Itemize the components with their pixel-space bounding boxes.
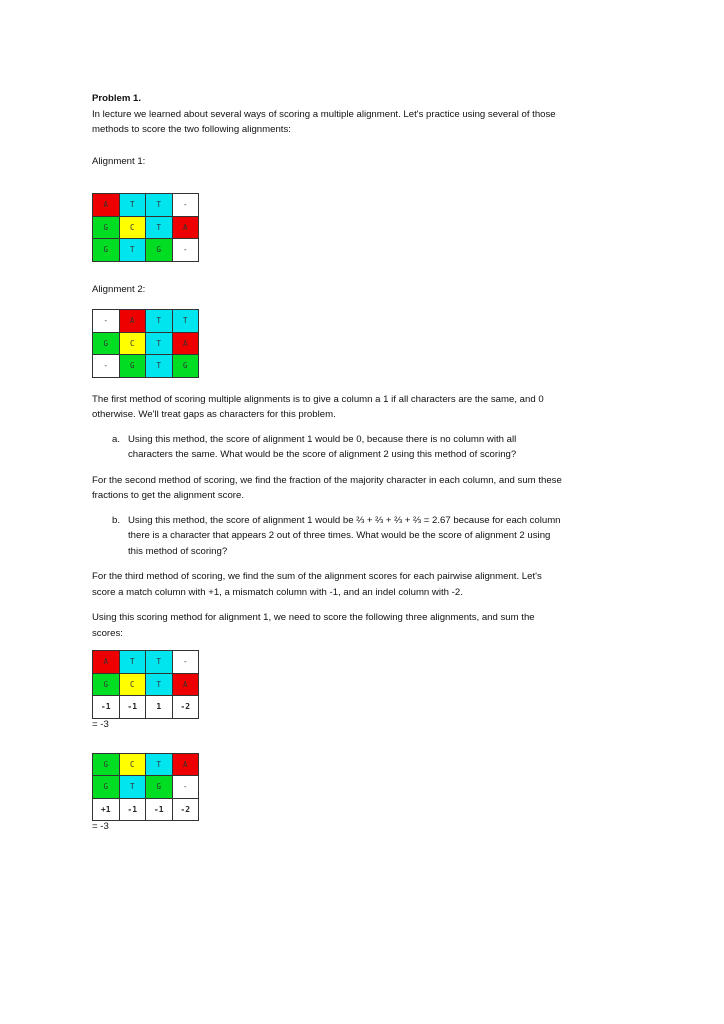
nucleotide-cell: -	[93, 355, 120, 378]
alignment2-label: Alignment 2:	[92, 283, 146, 295]
intro-paragraph: In lecture we learned about several ways of scoring a multiple alignment. Let's practice using several of those methods to score the two following alignments:	[92, 108, 556, 135]
pairwise-alignment-1-total: = -3	[92, 718, 109, 730]
nucleotide-cell: G	[146, 776, 173, 799]
column-score-cell: -1	[146, 798, 173, 821]
question-b-marker: b.	[111, 514, 120, 526]
nucleotide-cell: T	[146, 651, 173, 674]
method2-paragraph: For the second method of scoring, we find the fraction of the majority character in each column, and sum these fractions to get the alignment score.	[92, 474, 562, 501]
pairwise-alignment-2-table	[92, 753, 199, 822]
nucleotide-cell: C	[119, 673, 146, 696]
nucleotide-cell: G	[93, 776, 120, 799]
question-a	[92, 432, 562, 463]
nucleotide-cell: A	[93, 651, 120, 674]
nucleotide-cell: A	[172, 673, 199, 696]
nucleotide-cell: T	[172, 310, 199, 333]
nucleotide-cell: G	[93, 673, 120, 696]
question-b	[92, 513, 562, 560]
nucleotide-cell: -	[172, 194, 199, 217]
nucleotide-cell: T	[119, 194, 146, 217]
method3-paragraph: For the third method of scoring, we find the sum of the alignment scores for each pairwise alignment. Let's score a match column with +1, a mismatch column with -1, and an indel column with -2.	[92, 571, 542, 598]
nucleotide-cell: A	[119, 310, 146, 333]
nucleotide-cell: -	[93, 310, 120, 333]
nucleotide-cell: T	[146, 753, 173, 776]
alignment-row	[93, 216, 199, 239]
alignment-row	[93, 673, 199, 696]
question-b-text: Using this method, the score of alignment 1 would be ⅔ + ⅔ + ⅔ + ⅔ = 2.67 because for each column there is a character that appears 2 out of three times. What would be the score of alignment 2 using this method of scoring?	[128, 514, 561, 557]
nucleotide-cell: T	[119, 776, 146, 799]
alignment-row	[93, 651, 199, 674]
nucleotide-cell: T	[146, 216, 173, 239]
nucleotide-cell: C	[119, 753, 146, 776]
alignment2-table	[92, 309, 199, 378]
nucleotide-cell: G	[146, 239, 173, 262]
alignment-row	[93, 239, 199, 262]
nucleotide-cell: G	[93, 753, 120, 776]
alignment-row	[93, 310, 199, 333]
alignment1-table	[92, 193, 199, 262]
pairwise-alignment-2-total: = -3	[92, 821, 109, 832]
alignment-row	[93, 194, 199, 217]
question-a-marker: a.	[111, 433, 120, 445]
nucleotide-cell: A	[172, 216, 199, 239]
nucleotide-cell: -	[172, 776, 199, 799]
nucleotide-cell: A	[93, 194, 120, 217]
nucleotide-cell: G	[93, 332, 120, 355]
nucleotide-cell: G	[172, 355, 199, 378]
method3-instructions: Using this scoring method for alignment 1, we need to score the following three alignments, and sum the scores:	[92, 612, 535, 639]
nucleotide-cell: -	[172, 651, 199, 674]
nucleotide-cell: C	[119, 216, 146, 239]
nucleotide-cell: T	[146, 355, 173, 378]
nucleotide-cell: G	[119, 355, 146, 378]
nucleotide-cell: -	[172, 239, 199, 262]
nucleotide-cell: A	[172, 332, 199, 355]
column-score-cell: -1	[93, 696, 120, 719]
pairwise-alignment-1-table	[92, 650, 199, 719]
nucleotide-cell: A	[172, 753, 199, 776]
nucleotide-cell: T	[146, 332, 173, 355]
alignment1-label: Alignment 1:	[92, 155, 146, 167]
document-page	[92, 91, 562, 833]
method1-paragraph: The first method of scoring multiple alignments is to give a column a 1 if all characters are the same, and 0 otherwise. We'll treat gaps as characters for this problem.	[92, 393, 544, 420]
alignment-row	[93, 753, 199, 776]
column-score-cell: -1	[119, 798, 146, 821]
nucleotide-cell: T	[119, 651, 146, 674]
alignment-row	[93, 355, 199, 378]
column-score-cell: -2	[172, 696, 199, 719]
nucleotide-cell: G	[93, 216, 120, 239]
nucleotide-cell: T	[146, 194, 173, 217]
nucleotide-cell: T	[119, 239, 146, 262]
nucleotide-cell: T	[146, 673, 173, 696]
alignment-row	[93, 332, 199, 355]
column-score-cell: -1	[119, 696, 146, 719]
problem-title: Problem 1.	[92, 93, 142, 104]
column-score-cell: +1	[93, 798, 120, 821]
question-a-text: Using this method, the score of alignment 1 would be 0, because there is no column with all characters the same. What would be the score of alignment 2 using this method of scoring?	[128, 433, 517, 460]
column-score-cell: 1	[146, 696, 173, 719]
nucleotide-cell: C	[119, 332, 146, 355]
column-score-cell: -2	[172, 798, 199, 821]
alignment-row	[93, 776, 199, 799]
nucleotide-cell: T	[146, 310, 173, 333]
score-row	[93, 696, 199, 719]
nucleotide-cell: G	[93, 239, 120, 262]
score-row	[93, 798, 199, 821]
